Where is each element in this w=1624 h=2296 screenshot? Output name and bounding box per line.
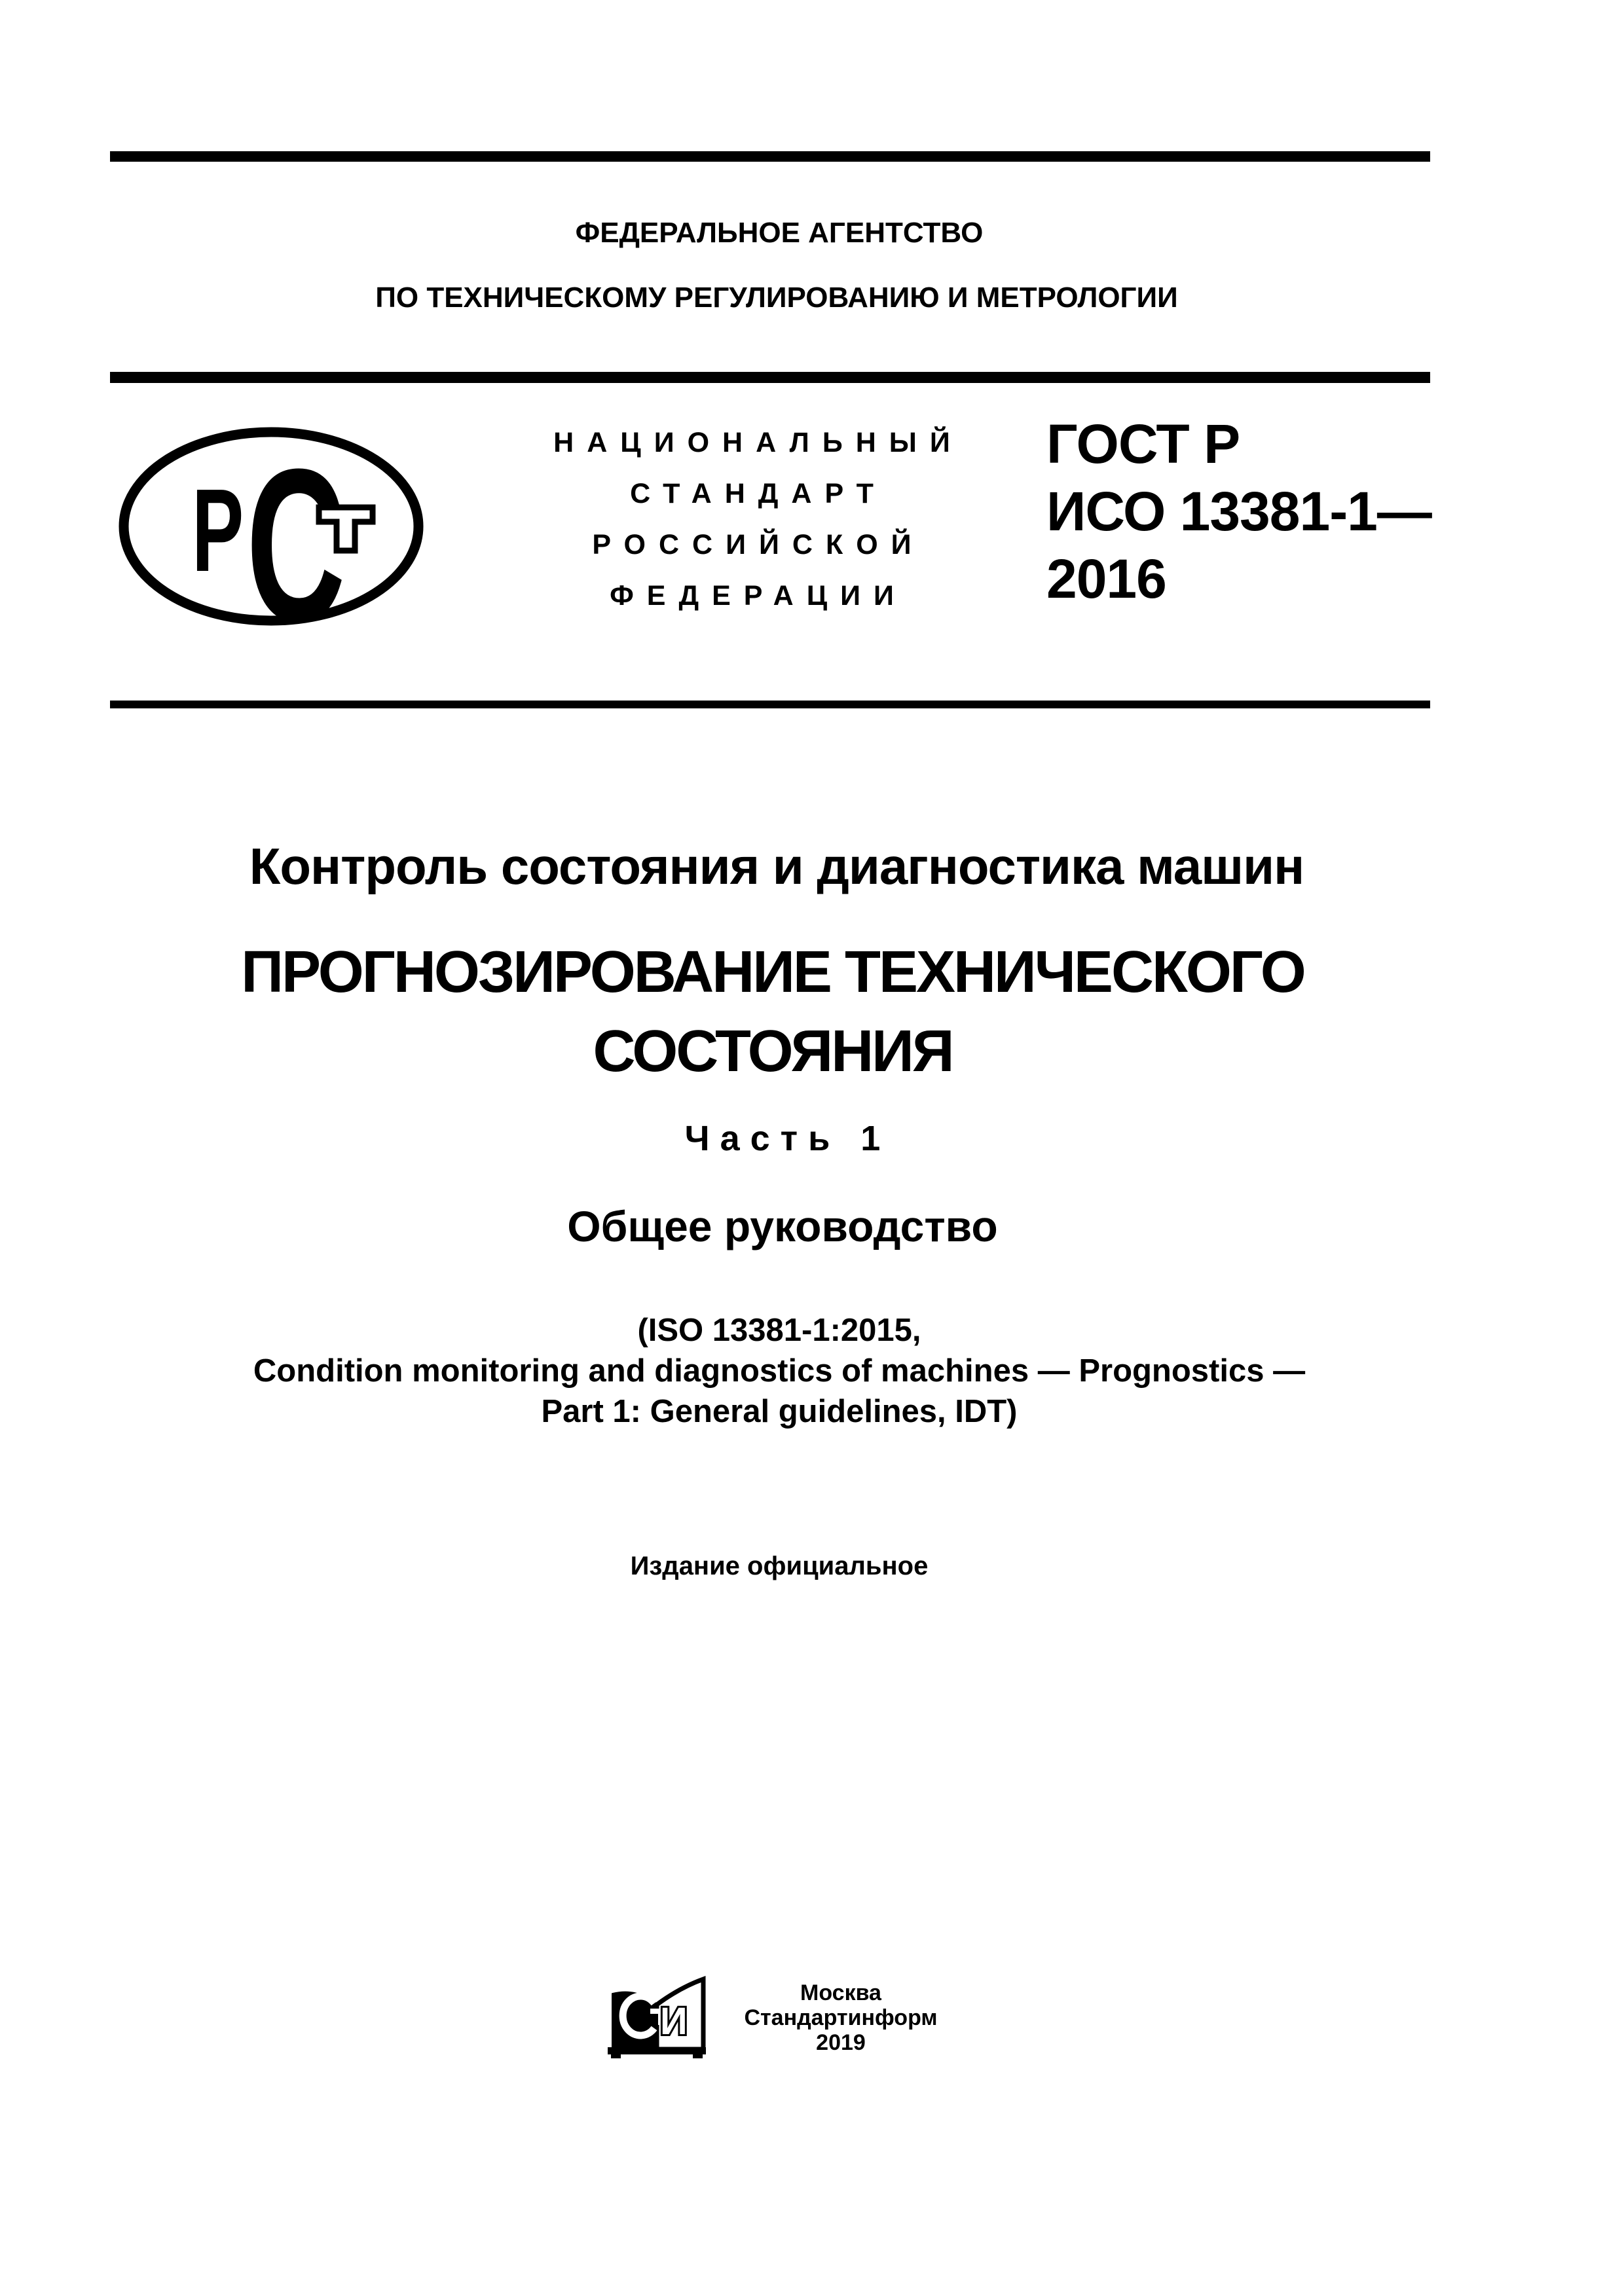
iso-reference-line1: (ISO 13381-1:2015, xyxy=(637,1313,921,1348)
header-rule xyxy=(110,372,1430,383)
imprint-year: 2019 xyxy=(816,2030,866,2055)
imprint-publisher: Стандартинформ xyxy=(744,2005,938,2030)
agency-name-line1: ФЕДЕРАЛЬНОЕ АГЕНТСТВО xyxy=(575,217,984,249)
sti-book-base xyxy=(608,2047,706,2054)
rst-letter-r: Р xyxy=(192,465,244,596)
top-rule xyxy=(110,151,1430,162)
sti-book-foot-right xyxy=(693,2054,703,2058)
agency-name-line2: ПО ТЕХНИЧЕСКОМУ РЕГУЛИРОВАНИЮ И МЕТРОЛОГИИ xyxy=(375,282,1178,314)
designation-rule xyxy=(110,701,1430,708)
standartinform-logo-icon xyxy=(602,1971,714,2066)
standard-part: Часть 1 xyxy=(684,1119,891,1158)
designation-line1: ГОСТ Р xyxy=(1046,413,1240,475)
standard-title-line1: ПРОГНОЗИРОВАНИЕ ТЕХНИЧЕСКОГО xyxy=(241,939,1304,1005)
designation-line2: ИСО 13381-1— xyxy=(1046,481,1431,542)
national-standard-line4: ФЕДЕРАЦИИ xyxy=(610,580,907,611)
designation-line3: 2016 xyxy=(1046,548,1166,610)
iso-reference-line3: Part 1: General guidelines, IDT) xyxy=(541,1394,1018,1429)
official-edition-note: Издание официальное xyxy=(630,1552,929,1580)
iso-reference-line2: Condition monitoring and diagnostics of machines — Prognostics — xyxy=(253,1353,1306,1389)
national-standard-line1: НАЦИОНАЛЬНЫЙ xyxy=(553,427,963,458)
national-standard-line3: РОССИЙСКОЙ xyxy=(592,529,925,560)
national-standard-line2: СТАНДАРТ xyxy=(630,478,887,509)
standard-title-line2: СОСТОЯНИЯ xyxy=(593,1019,953,1084)
standard-subtitle: Общее руководство xyxy=(567,1202,998,1250)
sti-letter-i: И xyxy=(660,2000,688,2043)
sti-book-foot-left xyxy=(611,2054,621,2058)
imprint-city: Москва xyxy=(800,1980,881,2005)
rosstandart-logo-icon xyxy=(111,422,432,638)
rst-letter-c: С xyxy=(246,423,346,638)
standard-subject: Контроль состояния и диагностика машин xyxy=(249,837,1304,895)
